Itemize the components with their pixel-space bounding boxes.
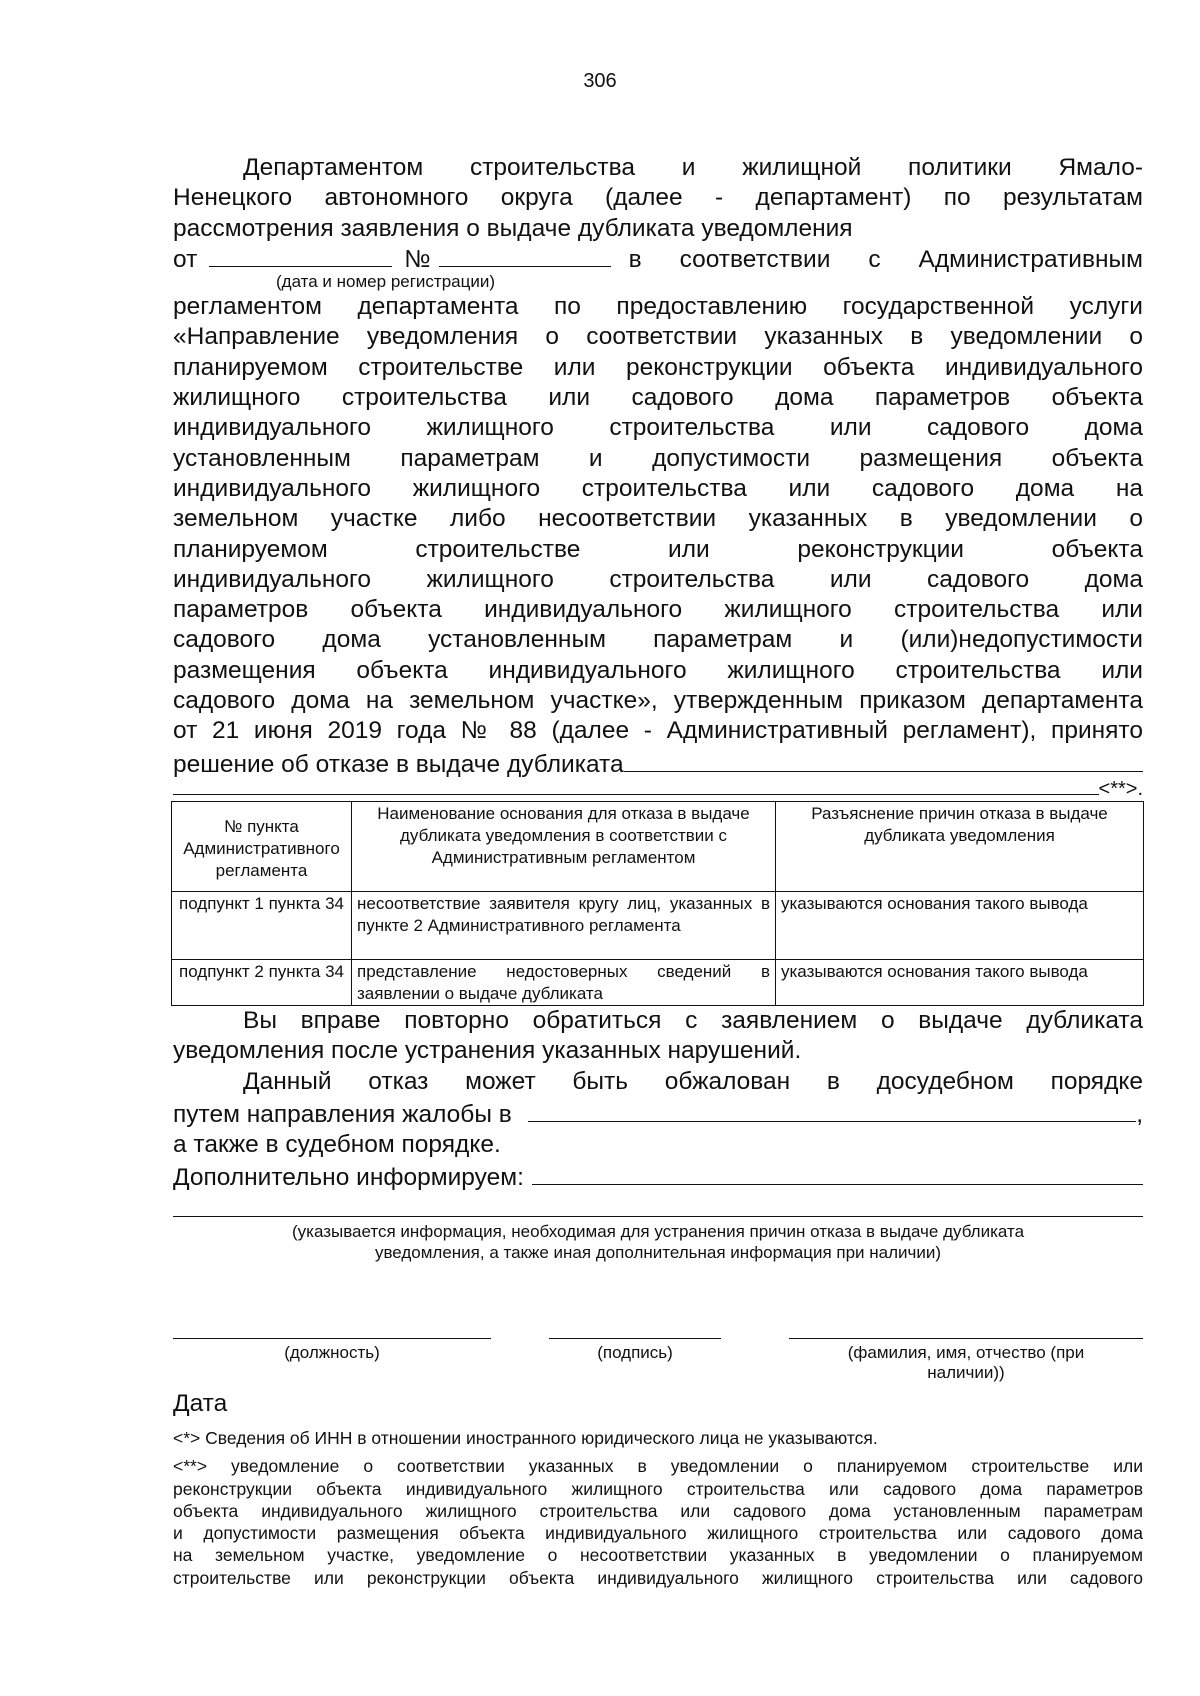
table-cell-explanation: указываются основания такого вывода: [776, 891, 1144, 959]
info-caption: уведомления, а также иная дополнительная информация при наличии): [374, 1242, 942, 1262]
table-cell-explanation: указываются основания такого вывода: [776, 959, 1144, 1005]
body-line: индивидуального жилищного строительства или садового дома на: [173, 474, 1143, 502]
body-line: индивидуального жилищного строительства или садового дома: [173, 565, 1143, 593]
decision-line: [173, 747, 1143, 780]
from-tail: в соответствии с Административным: [628, 245, 1143, 273]
footnote-line: реконструкции объекта индивидуального жилищного строительства или садового дома параметров: [173, 1478, 1143, 1499]
footnotes: [173, 1427, 1143, 1589]
signature-line: [549, 1338, 721, 1339]
table-header-row: [172, 801, 1144, 891]
intro-line: Ненецкого автономного округа (далее - департамент) по результатам: [173, 184, 1143, 212]
complaint-line: [173, 1097, 1143, 1130]
fullname-line: [789, 1338, 1143, 1339]
body-line: параметров объекта индивидуального жилищного строительства или: [173, 596, 1143, 624]
complaint-field: [528, 1097, 1136, 1122]
number-label: №: [404, 245, 431, 273]
from-label: от: [173, 245, 198, 273]
signature-field: [549, 1338, 721, 1363]
table-cell-point: подпункт 1 пункта 34: [172, 891, 352, 959]
table-header: Разъяснение причин отказа в выдаче дубликата уведомления: [776, 801, 1144, 891]
page-number: 306: [583, 70, 617, 92]
letter-body: [173, 153, 1143, 1263]
additional-info-field: [532, 1160, 1143, 1185]
registration-date-field: [209, 244, 392, 267]
body-line: садового дома на земельном участке», утвержденным приказом департамента: [173, 687, 1143, 715]
table-cell-reason: представление недостоверных сведений в заявлении о выдаче дубликата: [352, 959, 776, 1005]
footnote-line: строительстве или реконструкции объекта индивидуального жилищного строительства или садового: [173, 1567, 1143, 1588]
body-line: садового дома установленным параметрам и (или)недопустимости: [173, 626, 1143, 654]
additional-info-label: Дополнительно информируем:: [173, 1164, 524, 1192]
complaint-tail: ,: [1136, 1100, 1143, 1128]
body-line: жилищного строительства или садового дома параметров объекта: [173, 384, 1143, 412]
decision-field-2: [173, 776, 1099, 795]
registration-number-field: [439, 244, 611, 267]
position-line: [173, 1338, 491, 1339]
body-line: земельном участке либо несоответствии указанных в уведомлении о: [173, 505, 1143, 533]
body-line: регламентом департамента по предоставлению государственной услуги: [173, 293, 1143, 321]
fullname-signature: [789, 1338, 1143, 1383]
appeal-line: Данный отказ может быть обжалован в досудебном порядке: [243, 1067, 1143, 1095]
info-caption: (указывается информация, необходимая для устранения причин отказа в выдаче дубликата: [291, 1221, 1025, 1241]
fullname-caption: (фамилия, имя, отчество (при: [847, 1343, 1085, 1362]
table-row: [172, 891, 1144, 959]
table-cell-reason: несоответствие заявителя кругу лиц, указанных в пункте 2 Административного регламента: [352, 891, 776, 959]
registration-caption: (дата и номер регистрации): [276, 272, 496, 292]
body-line: планируемом строительстве или реконструкции объекта индивидуального: [173, 353, 1143, 381]
body-line: размещения объекта индивидуального жилищного строительства или: [173, 656, 1143, 684]
body-line: индивидуального жилищного строительства или садового дома: [173, 414, 1143, 442]
additional-info-field-2: [173, 1194, 1143, 1217]
footnote-line: на земельном участке, уведомление о несоответствии указанных в уведомлении о планируемом: [173, 1545, 1143, 1566]
position-caption: (должность): [284, 1343, 380, 1362]
footnote: <*> Сведения об ИНН в отношении иностранного юридического лица не указываются.: [173, 1428, 878, 1448]
additional-info-line: [173, 1160, 1143, 1193]
date-label: Дата: [173, 1390, 228, 1417]
decision-text: решение об отказе в выдаче дубликата: [173, 750, 624, 778]
body-line: установленным параметрам и допустимости размещения объекта: [173, 444, 1143, 472]
footnote-line: и допустимости размещения объекта индивидуального жилищного строительства или садового дома: [173, 1523, 1143, 1544]
appeal-line: Вы вправе повторно обратиться с заявлением о выдаче дубликата: [243, 1006, 1143, 1034]
table-row: [172, 959, 1144, 1005]
body-line: от 21 июня 2019 года № 88 (далее - Административный регламент), принято: [173, 717, 1143, 745]
refusal-table: [171, 801, 1144, 1006]
footnote-line: <**> уведомление о соответствии указанных в уведомлении о планируемом строительстве или: [173, 1456, 1143, 1477]
decision-line-2: [173, 776, 1143, 801]
position-signature: [173, 1338, 491, 1363]
complaint-label: путем направления жалобы в: [173, 1100, 512, 1128]
body-line: «Направление уведомления о соответствии указанных в уведомлении о: [173, 323, 1143, 351]
signature-block: [173, 1338, 1143, 1398]
table-cell-point: подпункт 2 пункта 34: [172, 959, 352, 1005]
table-header: Наименование основания для отказа в выдаче дубликата уведомления в соответствии с Административным регламентом: [352, 801, 776, 891]
table-header: № пункта Административного регламента: [172, 801, 352, 891]
body-line: планируемом строительстве или реконструкции объекта: [173, 535, 1143, 563]
fullname-caption: наличии)): [927, 1363, 1005, 1382]
footnote-line: объекта индивидуального жилищного строительства или садового дома установленным параметрам: [173, 1500, 1143, 1521]
intro-line: рассмотрения заявления о выдаче дубликата уведомления: [173, 214, 853, 242]
appeal-line: уведомления после устранения указанных нарушений.: [173, 1037, 802, 1065]
intro-line: Департаментом строительства и жилищной политики Ямало-: [243, 154, 1143, 181]
court-line: а также в судебном порядке.: [173, 1131, 501, 1159]
footnote-marker: <**>.: [1098, 777, 1143, 800]
decision-field: [624, 747, 1143, 772]
signature-caption: (подпись): [597, 1343, 673, 1362]
